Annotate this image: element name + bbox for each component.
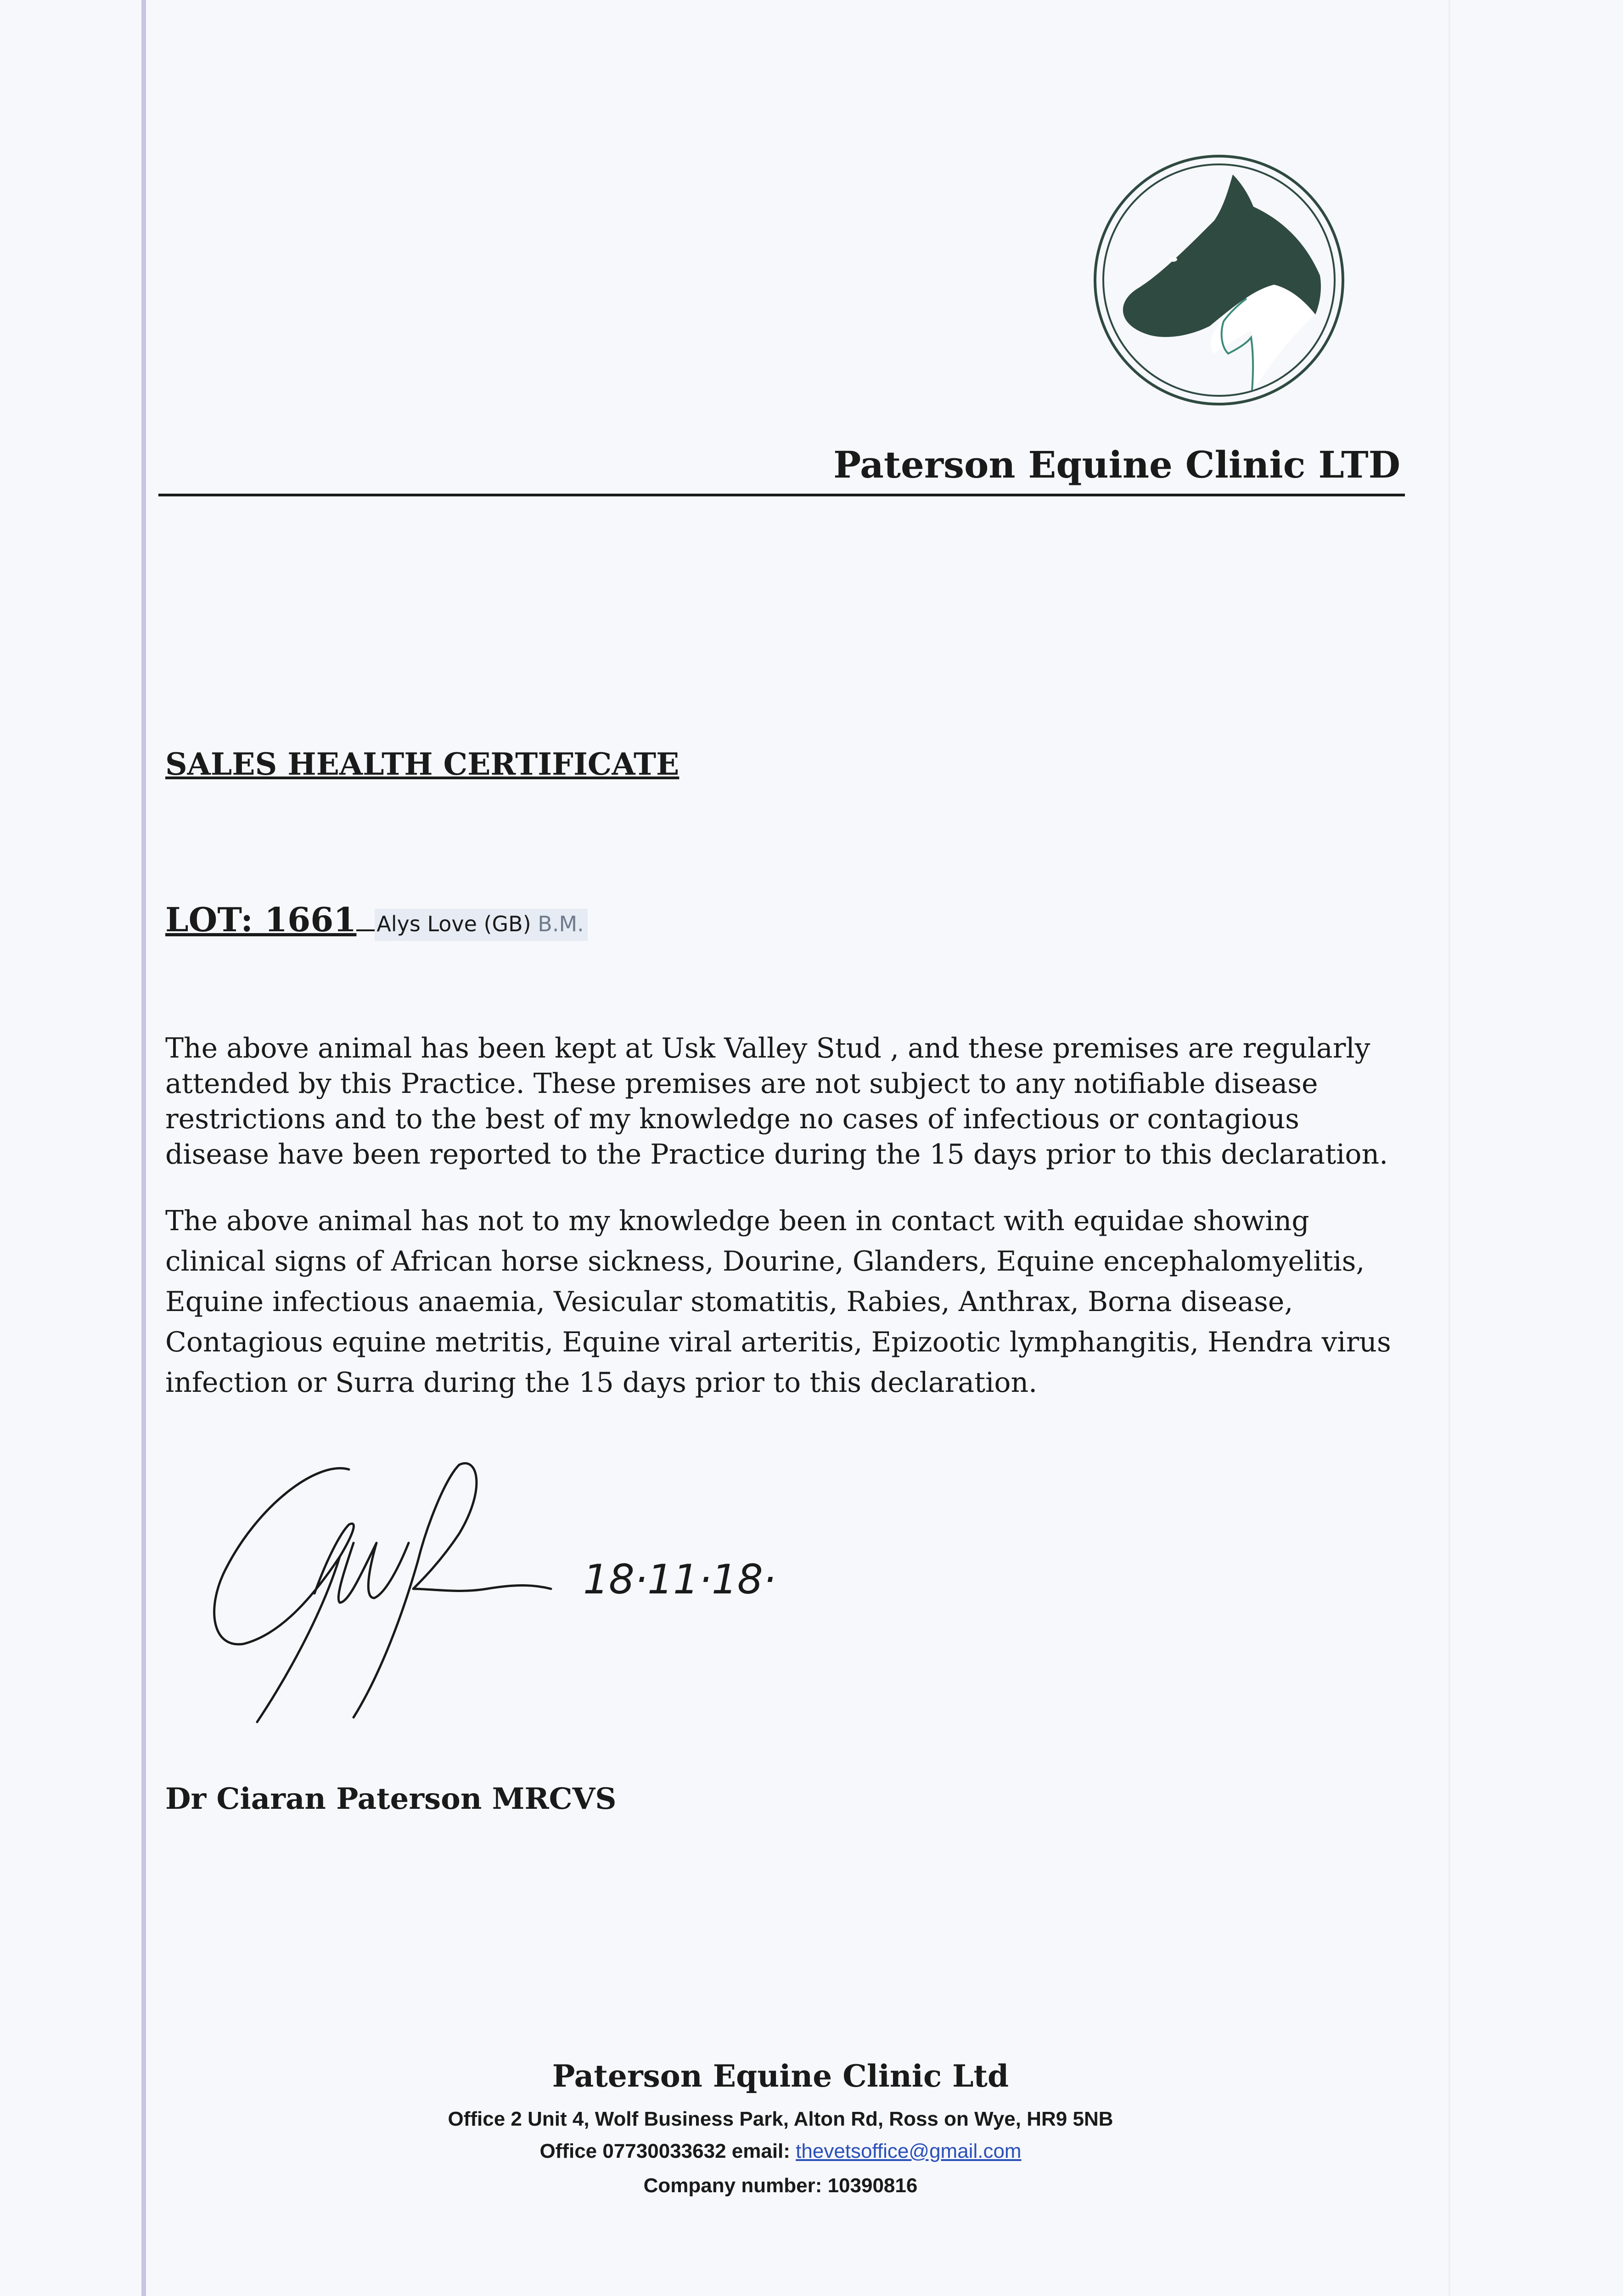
lot-underline: [356, 929, 375, 931]
handwritten-signature: [202, 1451, 822, 1750]
footer-contact: [321, 2140, 1240, 2163]
footer-clinic-name: Paterson Equine Clinic Ltd: [552, 2058, 1009, 2094]
premises-declaration: The above animal has been kept at Usk Valley Stud , and these premises are regularly attended by this Practice. These premises are not subject to any notifiable disease restrictions and to the best of my knowledge no cases of infectious or contagious disease have been reported to the Practice during the 15 days prior to this declaration.: [165, 1032, 1388, 1171]
header-divider: [158, 494, 1405, 496]
footer-office-phone: Office 07730033632 email:: [539, 2140, 790, 2162]
email-link[interactable]: thevetsoffice@gmail.com: [796, 2140, 1022, 2162]
footer-address: Office 2 Unit 4, Wolf Business Park, Alton Rd, Ross on Wye, HR9 5NB: [448, 2108, 1113, 2130]
page-edge: [141, 0, 146, 2296]
certificate-title: SALES HEALTH CERTIFICATE: [165, 746, 680, 782]
signature-date: 18·11·18·: [583, 1556, 776, 1603]
clinic-title: Paterson Equine Clinic LTD: [833, 443, 1400, 486]
lot-number: LOT: 1661: [165, 900, 357, 939]
horse-name: Alys Love (GB): [376, 912, 531, 936]
footer-company-number: Company number: 10390816: [643, 2174, 918, 2197]
signatory-name: Dr Ciaran Paterson MRCVS: [165, 1782, 617, 1816]
disease-contact-declaration: The above animal has not to my knowledge been in contact with equidae showing clinical signs of African horse sickness, Dourine, Glanders, Equine encephalomyelitis, Equine infectious anaemia, Vesicular stomatitis, Rabies, Anthrax, Borna disease, Contagious equine metritis, Equine viral arteritis, Epizootic lymphangitis, Hendra virus infection or Surra during the 15 days prior to this declaration.: [165, 1205, 1391, 1399]
lot-line: [165, 900, 588, 939]
horse-details: [375, 909, 587, 941]
page-edge-right: [1449, 0, 1450, 2296]
horse-sex: B.M.: [538, 912, 584, 936]
horse-head-logo-icon: [1090, 152, 1348, 409]
